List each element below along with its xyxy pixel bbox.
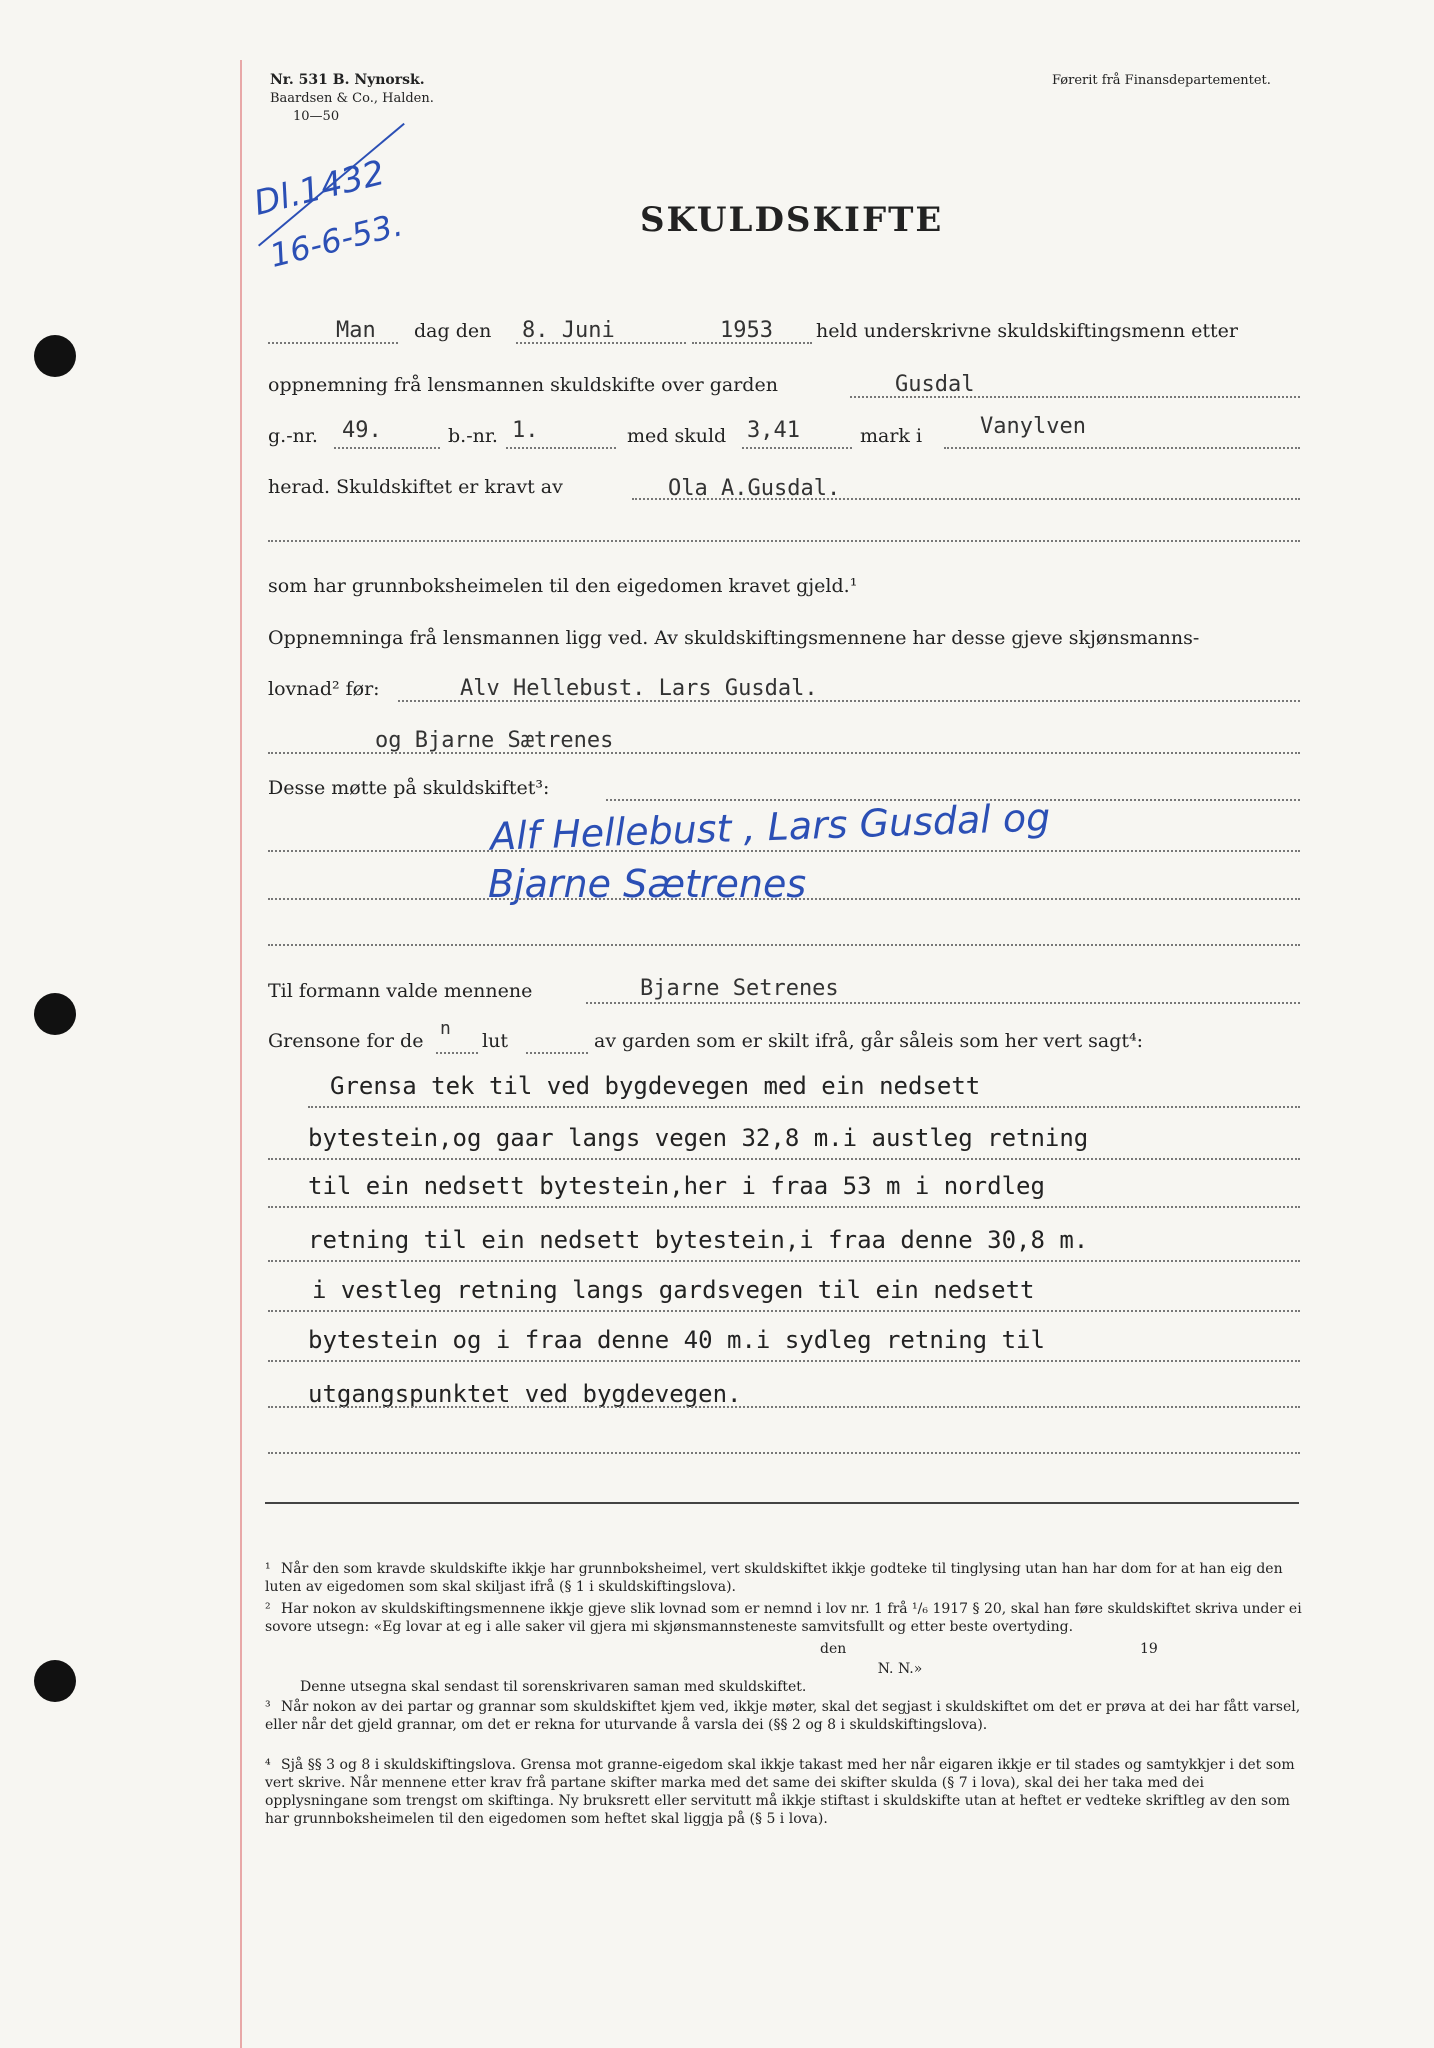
footnote-4-text: Sjå §§ 3 og 8 i skuldskiftingslova. Grensa mot granne-eigedom skal ikkje takast med her når eigaren ikkje er til stades og samtykkjer i det som vert skrive. Når mennene etter krav frå partane skifter marka med det same dei skifter skulda (§ 7 i lova), skal dei her taka med dei opplysningane som trengst om skiftinga. Ny bruksrett eller servitutt må ikkje stiftast i skuldskifte utan at heftet er vedteke skriftleg av den som har grunnboksheimelen til den eigedomen som heftet skal liggja på (§ 5 i lova).: [265, 1757, 1295, 1827]
attendees-field-line-2: [268, 850, 1300, 852]
lut-label: lut: [482, 1030, 508, 1052]
description-field-line: [268, 1310, 1300, 1312]
footnote-2-sign: N. N.»: [877, 1661, 923, 1677]
grunnbok-text: som har grunnboksheimelen til den eigedomen kravet gjeld.¹: [268, 575, 858, 597]
footnote-separator: [265, 1502, 1299, 1504]
footnote-3-text: Når nokon av dei partar og grannar som skuldskiftet kjem ved, ikkje møter, skal det segjast i skuldskiftet om det er prøva at dei har fått varsel, eller når det gjeld grannar, om det er rekna for uturvande å varsla dei (§§ 2 og 8 i skuldskiftingslova).: [265, 1699, 1301, 1733]
lut-field-line: [526, 1052, 588, 1054]
description-line: bytestein,og gaar langs vegen 32,8 m.i austleg retning: [308, 1124, 1089, 1152]
attendees-field-line-4: [268, 944, 1300, 946]
footnote-2-after: Denne utsegna skal sendast til sorenskrivaren saman med skuldskiftet.: [300, 1679, 807, 1695]
description-line: bytestein og i fraa denne 40 m.i sydleg retning til: [308, 1326, 1045, 1354]
footnote-1: ¹ Når den som kravde skuldskifte ikkje har grunnboksheimel, vert skuldskiftet ikkje godteke til tinglysing utan han har dom for at han eig den luten av eigedomen som skal skiljast ifrå (§ 1 i skuldskiftingslova).: [265, 1561, 1283, 1595]
intro-rest: held underskrivne skuldskiftingsmenn etter: [816, 320, 1238, 342]
description-line: Grensa tek til ved bygdevegen med ein nedsett: [330, 1072, 981, 1100]
farm-value: Gusdal: [895, 372, 975, 397]
grensone-field-line: [436, 1052, 478, 1054]
attendees-handwriting-2: Bjarne Sætrenes: [488, 862, 807, 906]
day-field-line: [268, 342, 398, 344]
year-value: 1953: [720, 318, 773, 343]
description-field-line: [268, 1260, 1300, 1262]
formann-label: Til formann valde mennene: [268, 980, 533, 1002]
footnote-4: ⁴ Sjå §§ 3 og 8 i skuldskiftingslova. Grensa mot granne-eigedom skal ikkje takast med her når eigaren ikkje er til stades og samtykkjer i det som vert skrive. Når mennene etter krav frå partane skifter marka med det same dei skifter skulda (§ 7 i lova), skal dei her taka med dei opplysningane som trengst om skiftinga. Ny bruksrett eller servitutt må ikkje stiftast i skuldskifte utan at heftet er vedteke skriftleg av den som har grunnboksheimelen til den eigedomen som heftet skal liggja på (§ 5 i lova).: [265, 1757, 1295, 1827]
municipality-field-line: [944, 447, 1300, 449]
description-line: i vestleg retning langs gardsvegen til ein nedsett: [312, 1276, 1035, 1304]
municipality-value: Vanylven: [980, 414, 1086, 439]
skuld-label: med skuld: [627, 425, 727, 447]
gnr-label: g.-nr.: [268, 425, 318, 447]
grensone-sup: n: [440, 1018, 451, 1039]
attendees-field-line-3: [268, 898, 1300, 900]
mote-label: Desse møtte på skuldskiftet³:: [268, 777, 550, 799]
mark-label: mark i: [860, 425, 923, 447]
grensone-rest: av garden som er skilt ifrå, går såleis som her vert sagt⁴:: [594, 1030, 1144, 1052]
formann-field-line: [586, 1002, 1300, 1004]
description-line: til ein nedsett bytestein,her i fraa 53 m i nordleg: [308, 1172, 1045, 1200]
bnr-value: 1.: [512, 418, 539, 443]
description-line: utgangspunktet ved bygdevegen.: [308, 1380, 742, 1408]
description-line: retning til ein nedsett bytestein,i fraa denne 30,8 m.: [308, 1226, 1089, 1254]
requested-by-value: Ola A.Gusdal.: [668, 476, 841, 501]
line2-label: oppnemning frå lensmannen skuldskifte over garden: [268, 374, 778, 396]
gnr-value: 49.: [342, 418, 382, 443]
gnr-field-line: [334, 447, 440, 449]
description-field-line: [268, 1158, 1300, 1160]
stamp-number: Dl.1432: [250, 152, 389, 224]
print-code: 10—50: [293, 109, 340, 124]
punch-hole: [34, 1660, 76, 1702]
skuld-field-line: [742, 447, 852, 449]
oppnemning-text: Oppnemninga frå lensmannen ligg ved. Av skuldskiftingsmennene har desse gjeve skjønsmanns-: [268, 627, 1200, 649]
bnr-label: b.-nr.: [448, 425, 498, 447]
skuld-value: 3,41: [747, 418, 800, 443]
footnote-2-date-label: den: [820, 1641, 847, 1657]
footnote-2-year: 19: [1140, 1641, 1158, 1657]
footnote-1-text: Når den som kravde skuldskifte ikkje har grunnboksheimel, vert skuldskiftet ikkje godteke til tinglysing utan han har dom for at han eig den luten av eigedomen som skal skiljast ifrå (§ 1 i skuldskiftingslova).: [265, 1561, 1283, 1595]
form-number: Nr. 531 B. Nynorsk.: [270, 72, 425, 88]
document-title: SKULDSKIFTE: [640, 200, 944, 240]
description-field-line: [308, 1106, 1300, 1108]
formann-value: Bjarne Setrenes: [640, 976, 839, 1001]
margin-line: [240, 60, 242, 2048]
printer: Baardsen & Co., Halden.: [270, 91, 434, 106]
punch-hole: [34, 993, 76, 1035]
grensone-label: Grensone for de: [268, 1030, 424, 1052]
herad-label: herad. Skuldskiftet er kravt av: [268, 476, 563, 498]
men-line-2: og Bjarne Sætrenes: [375, 728, 614, 753]
stamp-date: 16-6-53.: [266, 205, 407, 275]
date-value: 8. Juni: [522, 318, 615, 343]
lovnad-label: lovnad² før:: [268, 678, 380, 700]
day-label: dag den: [414, 320, 492, 342]
blank-line: [268, 540, 1300, 542]
description-field-line: [268, 1406, 1300, 1408]
men-line-1: Alv Hellebust. Lars Gusdal.: [460, 676, 818, 701]
description-field-line: [268, 1360, 1300, 1362]
description-field-line: [268, 1452, 1300, 1454]
day-value: Man: [336, 318, 376, 343]
bnr-field-line: [506, 447, 616, 449]
footnote-3: ³ Når nokon av dei partar og grannar som skuldskiftet kjem ved, ikkje møter, skal det segjast i skuldskiftet om det er prøva at dei har fått varsel, eller når det gjeld grannar, om det er rekna for uturvande å varsla dei (§§ 2 og 8 i skuldskiftingslova).: [265, 1699, 1301, 1733]
footnote-2-text: Har nokon av skuldskiftingsmennene ikkje gjeve slik lovnad som er nemnd i lov nr. 1 frå ¹/₆ 1917 § 20, skal han føre skuldskiftet skriva under ei sovore utsegn: «Eg lovar at eg i alle saker vil gjera mi skjønsmannsteneste samvitsfullt og etter beste overtyding.: [265, 1601, 1302, 1635]
authority: Førerit frå Finansdepartementet.: [1052, 73, 1271, 88]
footnote-2: ² Har nokon av skuldskiftingsmennene ikkje gjeve slik lovnad som er nemnd i lov nr. 1 frå ¹/₆ 1917 § 20, skal han føre skuldskiftet skriva under ei sovore utsegn: «Eg lovar at eg i alle saker vil gjera mi skjønsmannsteneste samvitsfullt og etter beste overtyding.: [265, 1601, 1302, 1635]
punch-hole: [34, 335, 76, 377]
attendees-handwriting-1: Alf Hellebust , Lars Gusdal og: [489, 795, 1051, 859]
description-field-line: [268, 1206, 1300, 1208]
